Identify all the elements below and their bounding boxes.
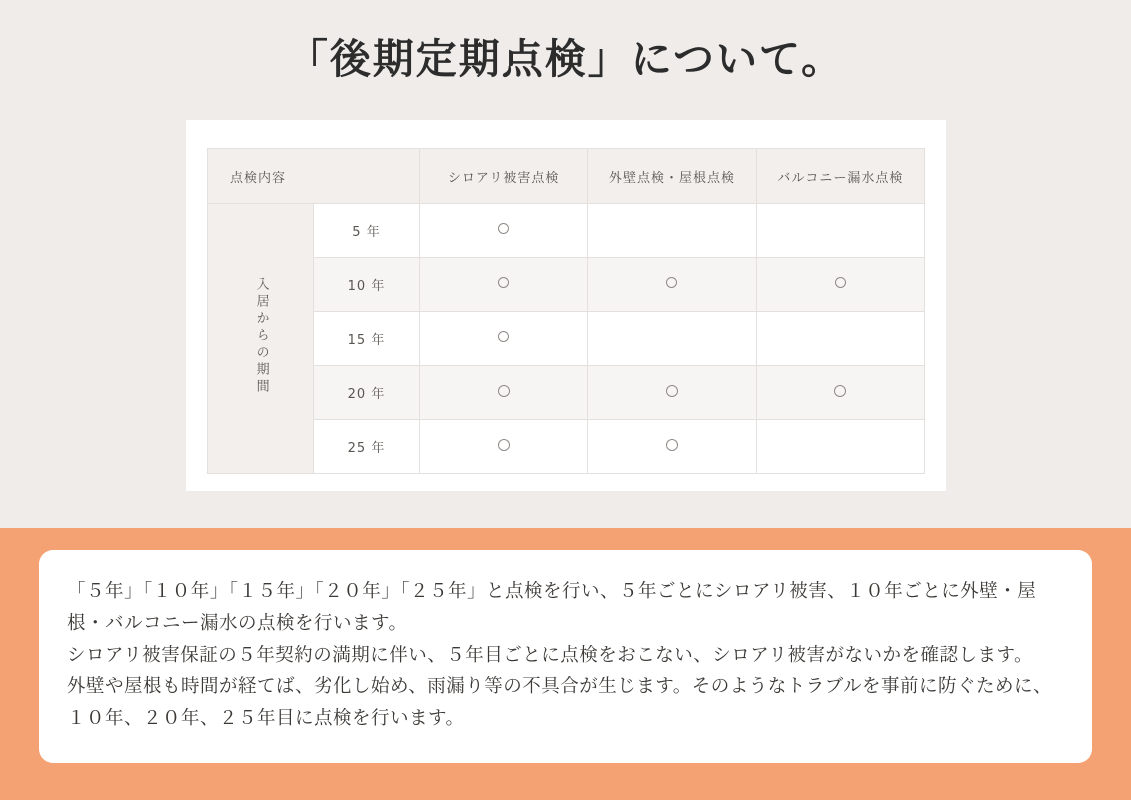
check-circle-icon: [498, 331, 509, 342]
description-line-1: 「５年」「１０年」「１５年」「２０年」「２５年」と点検を行い、５年ごとにシロアリ被害、１０年ごとに外壁・屋根・バルコニー漏水の点検を行います。: [67, 581, 1037, 634]
mark-termite-10: [420, 258, 588, 312]
check-circle-icon: [498, 385, 510, 397]
inspection-table-card: [186, 120, 946, 491]
column-header-wall-roof: 外壁点検・屋根点検: [588, 149, 756, 204]
table-body: [208, 204, 925, 474]
mark-wall-roof-5: [588, 204, 756, 258]
mark-balcony-5: [756, 204, 924, 258]
mark-wall-roof-15: [588, 312, 756, 366]
check-circle-icon: [498, 439, 510, 451]
table-header: [208, 149, 925, 204]
row-group-label-text: 入居からの期間: [253, 277, 269, 396]
mark-balcony-25: [756, 420, 924, 474]
year-label-25: 25 年: [314, 420, 420, 474]
mark-balcony-20: [756, 366, 924, 420]
mark-balcony-10: [756, 258, 924, 312]
table-header-row: [208, 149, 925, 204]
check-circle-icon: [666, 277, 677, 288]
mark-wall-roof-20: [588, 366, 756, 420]
check-circle-icon: [834, 385, 846, 397]
check-circle-icon: [666, 439, 678, 451]
table-row: [208, 420, 925, 474]
year-label-20: 20 年: [314, 366, 420, 420]
check-circle-icon: [498, 277, 509, 288]
check-circle-icon: [498, 223, 509, 234]
mark-balcony-15: [756, 312, 924, 366]
year-label-10: 10 年: [314, 258, 420, 312]
description-line-2: シロアリ被害保証の５年契約の満期に伴い、５年目ごとに点検をおこない、シロアリ被害がないかを確認します。: [67, 644, 1034, 666]
table-row: [208, 258, 925, 312]
check-circle-icon: [835, 277, 846, 288]
table-row: [208, 312, 925, 366]
row-group-label-period: [208, 204, 314, 474]
column-header-content: 点検内容: [208, 149, 420, 204]
inspection-schedule-table: [207, 148, 925, 474]
table-row: [208, 204, 925, 258]
check-circle-icon: [666, 385, 678, 397]
mark-termite-20: [420, 366, 588, 420]
page-title: 「後期定期点検」について。: [286, 34, 845, 83]
year-label-15: 15 年: [314, 312, 420, 366]
mark-wall-roof-25: [588, 420, 756, 474]
mark-termite-25: [420, 420, 588, 474]
description-line-3: 外壁や屋根も時間が経てば、劣化し始め、雨漏り等の不具合が生じます。そのようなトラブルを事前に防ぐために、１０年、２０年、２５年目に点検を行います。: [67, 676, 1053, 730]
year-label-5: 5 年: [314, 204, 420, 258]
description-text: [67, 576, 1064, 735]
mark-wall-roof-10: [588, 258, 756, 312]
mark-termite-15: [420, 312, 588, 366]
mark-termite-5: [420, 204, 588, 258]
column-header-termite: シロアリ被害点検: [420, 149, 588, 204]
column-header-balcony: バルコニー漏水点検: [756, 149, 924, 204]
title-area: [0, 0, 1131, 110]
description-card: [39, 550, 1092, 763]
table-row: [208, 366, 925, 420]
